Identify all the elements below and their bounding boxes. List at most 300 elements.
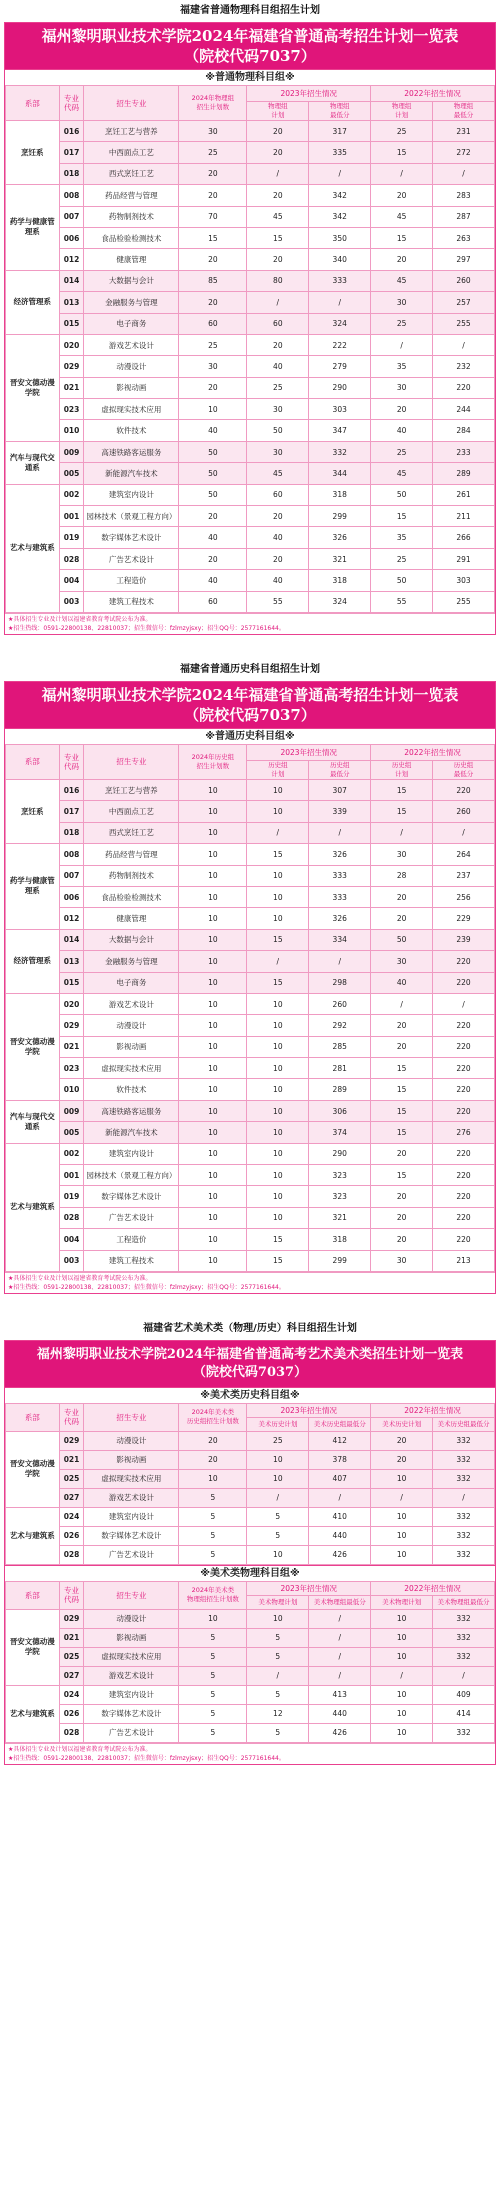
table-row — [6, 185, 495, 206]
min-2022-cell: 266 — [433, 527, 495, 548]
min-2022-cell: 287 — [433, 206, 495, 227]
plan-2022-cell: 10 — [371, 1507, 433, 1526]
code-cell: 021 — [59, 377, 84, 398]
plan-2022-cell: 45 — [371, 270, 433, 291]
major-cell: 金融服务与管理 — [84, 292, 179, 313]
code-cell: 007 — [59, 865, 84, 886]
plan-2023-cell: 5 — [247, 1723, 309, 1742]
plan-2023-cell: 10 — [247, 779, 309, 800]
col-2023: 2023年招生情况 — [247, 744, 371, 760]
code-cell: 001 — [59, 506, 84, 527]
col-2022: 2022年招生情况 — [371, 1403, 495, 1417]
major-cell: 广告艺术设计 — [84, 548, 179, 569]
major-cell: 药物制剂技术 — [84, 865, 179, 886]
major-cell: 电子商务 — [84, 313, 179, 334]
code-cell: 016 — [59, 779, 84, 800]
footnote-line: ★招生热线：0591-22800138、22810037；招生微信号：fzlmzyjsxy；招生QQ号：2577161644。 — [8, 624, 285, 632]
plan-cell: 20 — [179, 292, 247, 313]
plan-cell: 5 — [179, 1647, 247, 1666]
min-2022-cell: 409 — [433, 1685, 495, 1704]
table-row — [6, 1488, 495, 1507]
code-cell: 015 — [59, 313, 84, 334]
plan-2022-cell: 30 — [371, 951, 433, 972]
plan-2023-cell: 10 — [247, 1036, 309, 1057]
plan-cell: 5 — [179, 1685, 247, 1704]
header-row — [6, 1581, 495, 1595]
banner-title: 福州黎明职业技术学院2024年福建省普通高考招生计划一览表 — [41, 27, 459, 45]
banner-title: 福州黎明职业技术学院2024年福建省普通高考招生计划一览表 — [41, 685, 459, 704]
table-row — [6, 527, 495, 548]
col-sub-d2: 物理组 最低分 — [433, 102, 495, 121]
col-sub-c1: 美术物理计划 — [247, 1595, 309, 1609]
plan-2022-cell: 30 — [371, 292, 433, 313]
plan-2023-cell: / — [247, 1488, 309, 1507]
min-2023-cell: / — [309, 1628, 371, 1647]
major-cell: 大数据与会计 — [84, 270, 179, 291]
min-2022-cell: 220 — [433, 972, 495, 993]
plan-2023-cell: 20 — [247, 548, 309, 569]
plan-2023-cell: 10 — [247, 1469, 309, 1488]
code-cell: 006 — [59, 886, 84, 907]
dept-cell: 艺术与建筑系 — [6, 1143, 60, 1271]
min-2023-cell: / — [309, 1666, 371, 1685]
plan-cell: 10 — [179, 1122, 247, 1143]
dept-cell: 晋安文德动漫学院 — [6, 993, 60, 1100]
min-2022-cell: 231 — [433, 121, 495, 142]
table-row — [6, 801, 495, 822]
min-2023-cell: 426 — [309, 1723, 371, 1742]
dept-cell: 烹饪系 — [6, 779, 60, 843]
code-cell: 005 — [59, 463, 84, 484]
table-row — [6, 993, 495, 1014]
plan-2023-cell: 15 — [247, 1229, 309, 1250]
min-2023-cell: 307 — [309, 779, 371, 800]
major-cell: 健康管理 — [84, 249, 179, 270]
min-2022-cell: 284 — [433, 420, 495, 441]
table-row — [6, 972, 495, 993]
major-cell: 金融服务与管理 — [84, 951, 179, 972]
plan-2022-cell: 45 — [371, 463, 433, 484]
plan-table — [5, 744, 495, 1272]
footnote-line: ★具体招生专业及计划以福建省教育考试院公布为准。 — [8, 1274, 152, 1282]
min-2022-cell: 220 — [433, 779, 495, 800]
min-2022-cell: 220 — [433, 377, 495, 398]
min-2022-cell: 229 — [433, 908, 495, 929]
plan-cell: 10 — [179, 865, 247, 886]
code-cell: 021 — [59, 1450, 84, 1469]
major-cell: 西式烹饪工艺 — [84, 163, 179, 184]
code-cell: 002 — [59, 484, 84, 505]
plan-cell: 10 — [179, 951, 247, 972]
plan-cell: 10 — [179, 993, 247, 1014]
plan-cell: 50 — [179, 441, 247, 462]
plan-table-frame — [4, 22, 496, 635]
dept-cell: 经济管理系 — [6, 929, 60, 993]
plan-table — [5, 85, 495, 613]
code-cell: 001 — [59, 1165, 84, 1186]
col-2022: 2022年招生情况 — [371, 744, 495, 760]
table-row — [6, 1186, 495, 1207]
col-dept: 系部 — [6, 1403, 60, 1431]
code-cell: 026 — [59, 1704, 84, 1723]
min-2022-cell: 244 — [433, 399, 495, 420]
min-2023-cell: 340 — [309, 249, 371, 270]
plan-2022-cell: 15 — [371, 142, 433, 163]
min-2023-cell: 413 — [309, 1685, 371, 1704]
major-cell: 数字媒体艺术设计 — [84, 527, 179, 548]
plan-cell: 15 — [179, 227, 247, 248]
plan-2023-cell: 25 — [247, 1431, 309, 1450]
col-major: 招生专业 — [84, 744, 179, 779]
plan-cell: 10 — [179, 1058, 247, 1079]
major-cell: 游戏艺术设计 — [84, 334, 179, 355]
min-2023-cell: 298 — [309, 972, 371, 993]
plan-2022-cell: 20 — [371, 185, 433, 206]
table-row — [6, 548, 495, 569]
table-row — [6, 844, 495, 865]
major-cell: 建筑室内设计 — [84, 484, 179, 505]
table-row — [6, 1666, 495, 1685]
table-row — [6, 1628, 495, 1647]
banner-title: 福州黎明职业技术学院2024年福建省普通高考艺术美术类招生计划一览表 — [36, 1346, 464, 1362]
plan-2023-cell: 15 — [247, 929, 309, 950]
col-sub-d1: 美术物理计划 — [371, 1595, 433, 1609]
major-cell: 影视动画 — [84, 377, 179, 398]
plan-2022-cell: 10 — [371, 1609, 433, 1628]
plan-2022-cell: 30 — [371, 1250, 433, 1271]
plan-cell: 5 — [179, 1545, 247, 1564]
min-2022-cell: 297 — [433, 249, 495, 270]
min-2022-cell: 303 — [433, 570, 495, 591]
min-2023-cell: 292 — [309, 1015, 371, 1036]
col-code: 专业 代码 — [59, 744, 84, 779]
plan-cell: 10 — [179, 908, 247, 929]
plan-cell: 50 — [179, 463, 247, 484]
major-cell: 建筑室内设计 — [84, 1685, 179, 1704]
plan-2022-cell: / — [371, 822, 433, 843]
group-title: ※美术类历史科目组※ — [5, 1387, 495, 1403]
major-cell: 中西面点工艺 — [84, 801, 179, 822]
plan-cell: 10 — [179, 1207, 247, 1228]
code-cell: 008 — [59, 185, 84, 206]
history-section — [0, 659, 500, 1294]
code-cell: 003 — [59, 1250, 84, 1271]
plan-cell: 20 — [179, 548, 247, 569]
major-cell: 健康管理 — [84, 908, 179, 929]
min-2022-cell: 255 — [433, 313, 495, 334]
plan-2023-cell: 10 — [247, 1143, 309, 1164]
min-2023-cell: 342 — [309, 185, 371, 206]
group-title: ※普通物理科目组※ — [5, 69, 495, 85]
table-row — [6, 377, 495, 398]
code-cell: 012 — [59, 249, 84, 270]
plan-cell: 10 — [179, 822, 247, 843]
plan-2023-cell: 10 — [247, 801, 309, 822]
table-row — [6, 1526, 495, 1545]
plan-cell: 85 — [179, 270, 247, 291]
plan-cell: 10 — [179, 972, 247, 993]
plan-cell: 20 — [179, 506, 247, 527]
min-2022-cell: 332 — [433, 1647, 495, 1666]
plan-cell: 10 — [179, 399, 247, 420]
major-cell: 大数据与会计 — [84, 929, 179, 950]
code-cell: 017 — [59, 142, 84, 163]
dept-cell: 晋安文德动漫学院 — [6, 334, 60, 441]
min-2023-cell: 317 — [309, 121, 371, 142]
plan-2022-cell: 20 — [371, 249, 433, 270]
header-row — [6, 86, 495, 102]
min-2023-cell: 318 — [309, 1229, 371, 1250]
section-caption: 福建省普通物理科目组招生计划 — [180, 5, 320, 16]
plan-2022-cell: 45 — [371, 206, 433, 227]
table-banner — [5, 682, 495, 728]
code-cell: 028 — [59, 1723, 84, 1742]
min-2023-cell: / — [309, 1609, 371, 1628]
major-cell: 新能源汽车技术 — [84, 463, 179, 484]
min-2022-cell: 220 — [433, 1100, 495, 1121]
min-2023-cell: 290 — [309, 377, 371, 398]
plan-2022-cell: 20 — [371, 1207, 433, 1228]
table-row — [6, 591, 495, 612]
min-2023-cell: 299 — [309, 506, 371, 527]
header-row — [6, 1403, 495, 1417]
code-cell: 028 — [59, 1207, 84, 1228]
code-cell: 027 — [59, 1666, 84, 1685]
min-2022-cell: 220 — [433, 951, 495, 972]
plan-2023-cell: / — [247, 1666, 309, 1685]
plan-cell: 10 — [179, 929, 247, 950]
plan-2023-cell: 60 — [247, 484, 309, 505]
table-row — [6, 1647, 495, 1666]
plan-2022-cell: 10 — [371, 1526, 433, 1545]
plan-cell: 20 — [179, 249, 247, 270]
major-cell: 药品经营与管理 — [84, 185, 179, 206]
physics-section — [0, 0, 500, 635]
section-caption: 福建省普通历史科目组招生计划 — [180, 663, 320, 675]
major-cell: 园林技术（景观工程方向） — [84, 506, 179, 527]
table-row — [6, 142, 495, 163]
table-row — [6, 506, 495, 527]
plan-2022-cell: 15 — [371, 1165, 433, 1186]
min-2022-cell: 260 — [433, 801, 495, 822]
table-row — [6, 420, 495, 441]
plan-2022-cell: 15 — [371, 1079, 433, 1100]
min-2022-cell: 255 — [433, 591, 495, 612]
min-2022-cell: 220 — [433, 1186, 495, 1207]
plan-2022-cell: / — [371, 1666, 433, 1685]
table-row — [6, 1685, 495, 1704]
code-cell: 010 — [59, 420, 84, 441]
major-cell: 影视动画 — [84, 1036, 179, 1057]
col-2023: 2023年招生情况 — [247, 1403, 371, 1417]
code-cell: 004 — [59, 570, 84, 591]
dept-cell: 汽车与现代交通系 — [6, 1100, 60, 1143]
code-cell: 015 — [59, 972, 84, 993]
plan-2022-cell: 15 — [371, 227, 433, 248]
min-2022-cell: 232 — [433, 356, 495, 377]
dept-cell: 晋安文德动漫学院 — [6, 1609, 60, 1685]
table-row — [6, 270, 495, 291]
footnote — [5, 613, 495, 634]
plan-2023-cell: 10 — [247, 1207, 309, 1228]
footnote-line: ★招生热线：0591-22800138、22810037；招生微信号：fzlmzyjsxy；招生QQ号：2577161644。 — [8, 1754, 285, 1762]
plan-table — [5, 1403, 495, 1565]
min-2023-cell: 326 — [309, 908, 371, 929]
plan-2023-cell: 10 — [247, 1015, 309, 1036]
plan-2023-cell: 10 — [247, 1545, 309, 1564]
table-row — [6, 1469, 495, 1488]
plan-2023-cell: 25 — [247, 377, 309, 398]
min-2023-cell: 222 — [309, 334, 371, 355]
col-code: 专业 代码 — [59, 86, 84, 121]
plan-2023-cell: 30 — [247, 441, 309, 462]
min-2023-cell: 333 — [309, 886, 371, 907]
dept-cell: 药学与健康管理系 — [6, 185, 60, 271]
min-2023-cell: 344 — [309, 463, 371, 484]
table-row — [6, 1079, 495, 1100]
plan-2023-cell: 10 — [247, 1058, 309, 1079]
major-cell: 烹饪工艺与营养 — [84, 779, 179, 800]
plan-cell: 10 — [179, 1229, 247, 1250]
major-cell: 游戏艺术设计 — [84, 1666, 179, 1685]
col-major: 招生专业 — [84, 1403, 179, 1431]
plan-2022-cell: / — [371, 993, 433, 1014]
plan-2022-cell: 15 — [371, 1100, 433, 1121]
major-cell: 虚拟现实技术应用 — [84, 399, 179, 420]
plan-2022-cell: 28 — [371, 865, 433, 886]
plan-cell: 40 — [179, 420, 247, 441]
major-cell: 虚拟现实技术应用 — [84, 1469, 179, 1488]
min-2023-cell: 335 — [309, 142, 371, 163]
code-cell: 023 — [59, 399, 84, 420]
dept-cell: 艺术与建筑系 — [6, 484, 60, 612]
min-2022-cell: 291 — [433, 548, 495, 569]
min-2023-cell: 290 — [309, 1143, 371, 1164]
major-cell: 建筑室内设计 — [84, 1507, 179, 1526]
major-cell: 影视动画 — [84, 1628, 179, 1647]
plan-2022-cell: 10 — [371, 1628, 433, 1647]
min-2022-cell: 283 — [433, 185, 495, 206]
plan-2023-cell: 20 — [247, 142, 309, 163]
plan-2022-cell: 25 — [371, 313, 433, 334]
min-2022-cell: 332 — [433, 1431, 495, 1450]
min-2022-cell: 213 — [433, 1250, 495, 1271]
min-2022-cell: 220 — [433, 1143, 495, 1164]
min-2022-cell: 220 — [433, 1036, 495, 1057]
major-cell: 虚拟现实技术应用 — [84, 1647, 179, 1666]
plan-2023-cell: 40 — [247, 356, 309, 377]
plan-cell: 10 — [179, 1469, 247, 1488]
min-2022-cell: 289 — [433, 463, 495, 484]
table-row — [6, 1100, 495, 1121]
table-row — [6, 570, 495, 591]
plan-2022-cell: 30 — [371, 844, 433, 865]
code-cell: 004 — [59, 1229, 84, 1250]
min-2023-cell: 333 — [309, 270, 371, 291]
plan-2022-cell: 30 — [371, 377, 433, 398]
plan-cell: 10 — [179, 1186, 247, 1207]
plan-cell: 20 — [179, 1431, 247, 1450]
table-row — [6, 356, 495, 377]
table-row — [6, 1165, 495, 1186]
min-2022-cell: 276 — [433, 1122, 495, 1143]
table-row — [6, 1143, 495, 1164]
plan-2023-cell: / — [247, 822, 309, 843]
plan-2022-cell: 20 — [371, 886, 433, 907]
major-cell: 工程造价 — [84, 1229, 179, 1250]
plan-cell: 30 — [179, 356, 247, 377]
group-title: ※普通历史科目组※ — [5, 728, 495, 744]
code-cell: 007 — [59, 206, 84, 227]
plan-cell: 20 — [179, 163, 247, 184]
plan-2023-cell: 10 — [247, 993, 309, 1014]
min-2023-cell: 342 — [309, 206, 371, 227]
major-cell: 广告艺术设计 — [84, 1545, 179, 1564]
table-row — [6, 1431, 495, 1450]
code-cell: 009 — [59, 1100, 84, 1121]
major-cell: 高速铁路客运服务 — [84, 1100, 179, 1121]
plan-cell: 10 — [179, 1015, 247, 1036]
min-2022-cell: 332 — [433, 1628, 495, 1647]
dept-cell: 汽车与现代交通系 — [6, 441, 60, 484]
col-2022: 2022年招生情况 — [371, 1581, 495, 1595]
plan-2022-cell: 10 — [371, 1685, 433, 1704]
plan-cell: 5 — [179, 1666, 247, 1685]
min-2023-cell: 426 — [309, 1545, 371, 1564]
plan-2023-cell: 20 — [247, 506, 309, 527]
code-cell: 013 — [59, 292, 84, 313]
col-sub-c2: 美术物理组最低分 — [309, 1595, 371, 1609]
major-cell: 动漫设计 — [84, 1015, 179, 1036]
min-2023-cell: 374 — [309, 1122, 371, 1143]
min-2022-cell: 220 — [433, 1058, 495, 1079]
plan-cell: 20 — [179, 377, 247, 398]
table-row — [6, 822, 495, 843]
plan-cell: 10 — [179, 1165, 247, 1186]
plan-2023-cell: 40 — [247, 570, 309, 591]
banner-code: （院校代码7037） — [184, 47, 316, 65]
min-2023-cell: / — [309, 163, 371, 184]
footnote-line: ★具体招生专业及计划以福建省教育考试院公布为准。 — [8, 1745, 152, 1753]
col-plan: 2024年美术类 历史组招生计划数 — [179, 1403, 247, 1431]
min-2023-cell: 323 — [309, 1186, 371, 1207]
code-cell: 009 — [59, 441, 84, 462]
min-2023-cell: 350 — [309, 227, 371, 248]
major-cell: 烹饪工艺与营养 — [84, 121, 179, 142]
col-sub-c2: 物理组 最低分 — [309, 102, 371, 121]
code-cell: 005 — [59, 1122, 84, 1143]
col-sub-c1: 物理组 计划 — [247, 102, 309, 121]
table-row — [6, 313, 495, 334]
plan-cell: 10 — [179, 844, 247, 865]
code-cell: 019 — [59, 527, 84, 548]
min-2022-cell: 239 — [433, 929, 495, 950]
plan-2023-cell: 15 — [247, 972, 309, 993]
plan-2022-cell: 20 — [371, 1036, 433, 1057]
plan-2023-cell: 30 — [247, 399, 309, 420]
plan-2022-cell: 40 — [371, 420, 433, 441]
min-2022-cell: / — [433, 1488, 495, 1507]
col-sub-c2: 美术历史组最低分 — [309, 1417, 371, 1431]
min-2023-cell: 324 — [309, 591, 371, 612]
table-row — [6, 1036, 495, 1057]
plan-2022-cell: 50 — [371, 929, 433, 950]
table-row — [6, 929, 495, 950]
plan-2022-cell: 20 — [371, 1186, 433, 1207]
major-cell: 药物制剂技术 — [84, 206, 179, 227]
plan-2023-cell: 45 — [247, 463, 309, 484]
min-2022-cell: 211 — [433, 506, 495, 527]
